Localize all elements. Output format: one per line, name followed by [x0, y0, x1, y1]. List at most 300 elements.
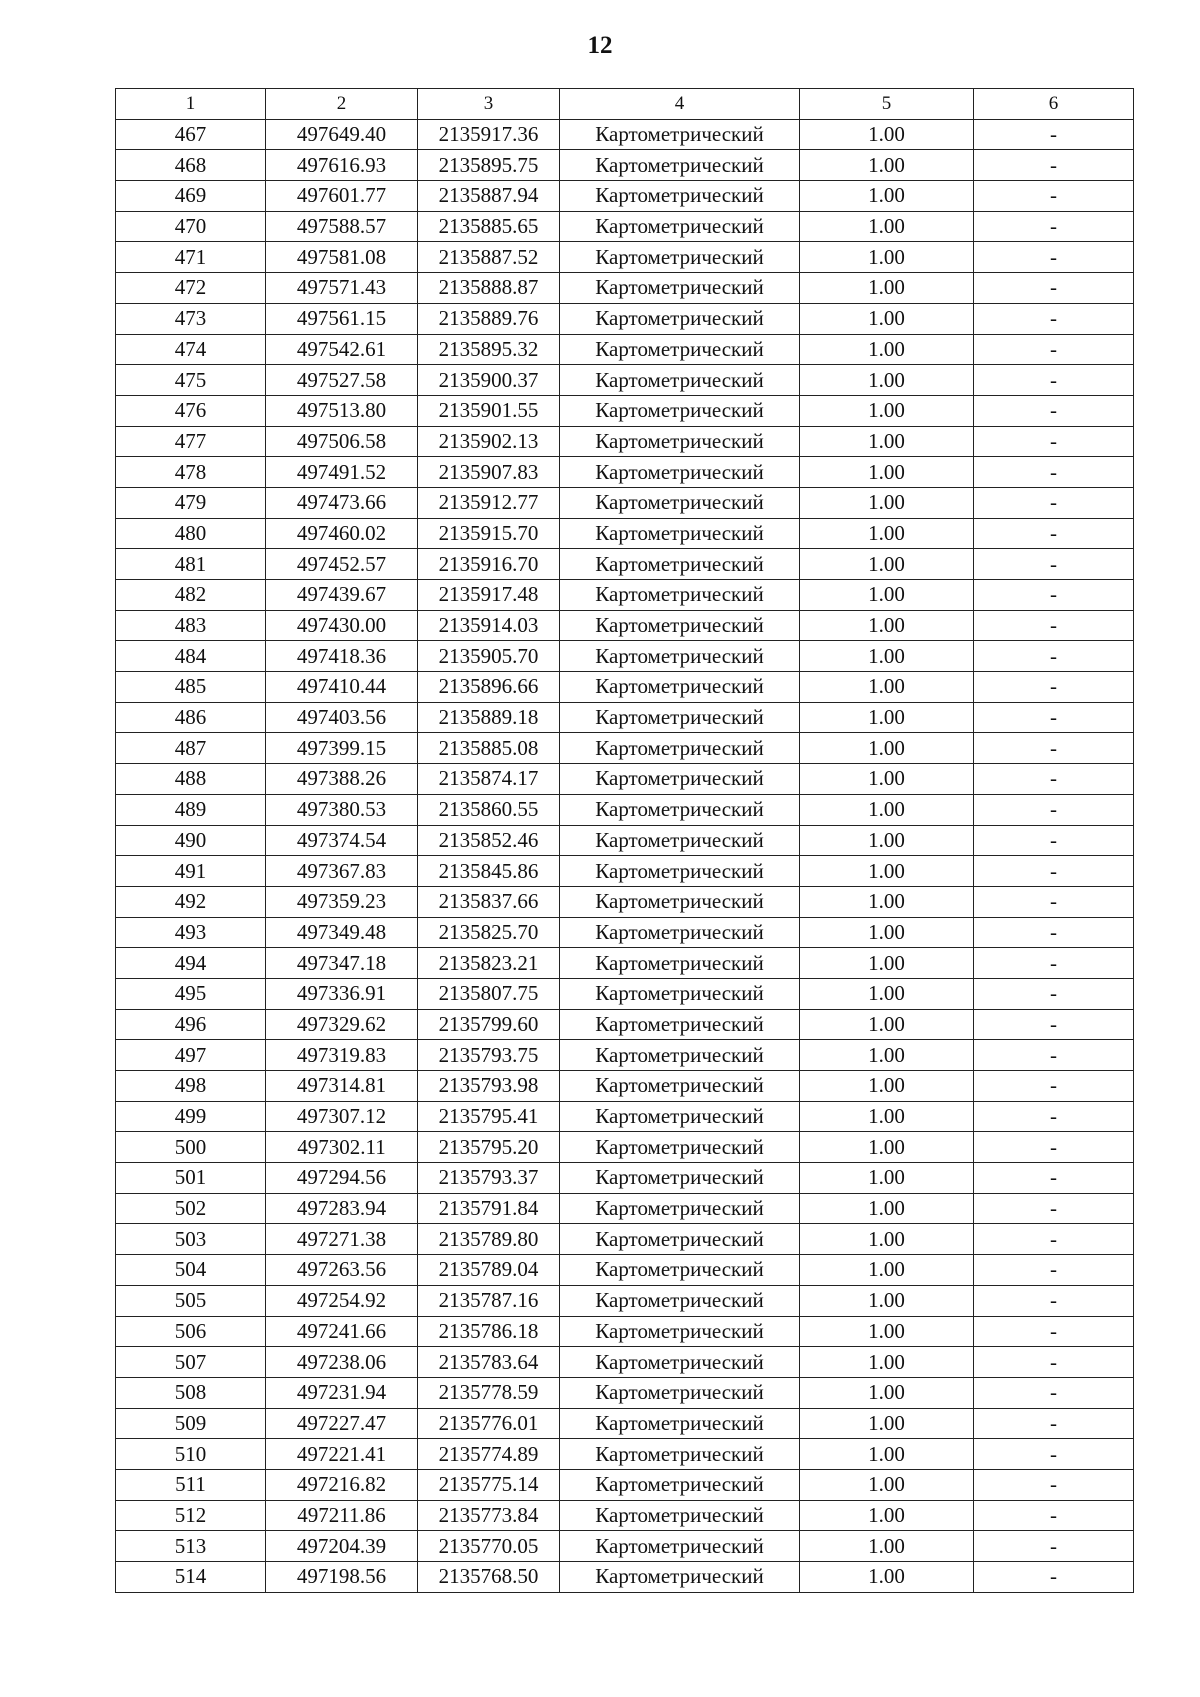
- x-coordinate-cell: 497347.18: [266, 948, 418, 979]
- table-row: [116, 273, 1134, 304]
- note-cell: -: [974, 395, 1134, 426]
- method-cell: Картометрический: [560, 150, 800, 181]
- x-coordinate-cell: 497542.61: [266, 334, 418, 365]
- method-cell: Картометрический: [560, 1316, 800, 1347]
- x-coordinate-cell: 497460.02: [266, 518, 418, 549]
- table-row: [116, 549, 1134, 580]
- method-cell: Картометрический: [560, 702, 800, 733]
- point-number-cell: 491: [116, 856, 266, 887]
- point-number-cell: 493: [116, 917, 266, 948]
- table-row: [116, 150, 1134, 181]
- note-cell: -: [974, 825, 1134, 856]
- y-coordinate-cell: 2135807.75: [418, 978, 560, 1009]
- accuracy-cell: 1.00: [800, 1009, 974, 1040]
- x-coordinate-cell: 497473.66: [266, 487, 418, 518]
- accuracy-cell: 1.00: [800, 1255, 974, 1286]
- x-coordinate-cell: 497418.36: [266, 641, 418, 672]
- accuracy-cell: 1.00: [800, 641, 974, 672]
- x-coordinate-cell: 497359.23: [266, 886, 418, 917]
- point-number-cell: 500: [116, 1132, 266, 1163]
- accuracy-cell: 1.00: [800, 1101, 974, 1132]
- accuracy-cell: 1.00: [800, 273, 974, 304]
- x-coordinate-cell: 497513.80: [266, 395, 418, 426]
- x-coordinate-cell: 497561.15: [266, 303, 418, 334]
- x-coordinate-cell: 497263.56: [266, 1255, 418, 1286]
- note-cell: -: [974, 978, 1134, 1009]
- x-coordinate-cell: 497227.47: [266, 1408, 418, 1439]
- note-cell: -: [974, 303, 1134, 334]
- accuracy-cell: 1.00: [800, 856, 974, 887]
- y-coordinate-cell: 2135916.70: [418, 549, 560, 580]
- accuracy-cell: 1.00: [800, 211, 974, 242]
- table-row: [116, 1500, 1134, 1531]
- page-number: 12: [587, 32, 613, 59]
- y-coordinate-cell: 2135852.46: [418, 825, 560, 856]
- method-cell: Картометрический: [560, 672, 800, 703]
- y-coordinate-cell: 2135791.84: [418, 1193, 560, 1224]
- point-number-cell: 499: [116, 1101, 266, 1132]
- point-number-cell: 494: [116, 948, 266, 979]
- y-coordinate-cell: 2135912.77: [418, 487, 560, 518]
- table-row: [116, 917, 1134, 948]
- table-row: [116, 1071, 1134, 1102]
- table-row: [116, 1469, 1134, 1500]
- x-coordinate-cell: 497314.81: [266, 1071, 418, 1102]
- y-coordinate-cell: 2135887.52: [418, 242, 560, 273]
- table-row: [116, 794, 1134, 825]
- point-number-cell: 490: [116, 825, 266, 856]
- table-row: [116, 1562, 1134, 1593]
- x-coordinate-cell: 497388.26: [266, 764, 418, 795]
- note-cell: -: [974, 365, 1134, 396]
- note-cell: -: [974, 1439, 1134, 1470]
- method-cell: Картометрический: [560, 1469, 800, 1500]
- method-cell: Картометрический: [560, 1163, 800, 1194]
- point-number-cell: 505: [116, 1285, 266, 1316]
- accuracy-cell: 1.00: [800, 1285, 974, 1316]
- point-number-cell: 469: [116, 181, 266, 212]
- column-header: 1: [116, 89, 266, 120]
- method-cell: Картометрический: [560, 1255, 800, 1286]
- table-row: [116, 518, 1134, 549]
- x-coordinate-cell: 497601.77: [266, 181, 418, 212]
- x-coordinate-cell: 497211.86: [266, 1500, 418, 1531]
- note-cell: -: [974, 672, 1134, 703]
- table-row: [116, 457, 1134, 488]
- y-coordinate-cell: 2135825.70: [418, 917, 560, 948]
- column-header: 5: [800, 89, 974, 120]
- point-number-cell: 497: [116, 1040, 266, 1071]
- y-coordinate-cell: 2135895.75: [418, 150, 560, 181]
- accuracy-cell: 1.00: [800, 1500, 974, 1531]
- point-number-cell: 507: [116, 1347, 266, 1378]
- note-cell: -: [974, 702, 1134, 733]
- x-coordinate-cell: 497588.57: [266, 211, 418, 242]
- accuracy-cell: 1.00: [800, 580, 974, 611]
- table-row: [116, 1255, 1134, 1286]
- method-cell: Картометрический: [560, 978, 800, 1009]
- method-cell: Картометрический: [560, 303, 800, 334]
- accuracy-cell: 1.00: [800, 1071, 974, 1102]
- y-coordinate-cell: 2135776.01: [418, 1408, 560, 1439]
- x-coordinate-cell: 497254.92: [266, 1285, 418, 1316]
- accuracy-cell: 1.00: [800, 334, 974, 365]
- table-row: [116, 764, 1134, 795]
- x-coordinate-cell: 497307.12: [266, 1101, 418, 1132]
- table-row: [116, 395, 1134, 426]
- accuracy-cell: 1.00: [800, 1132, 974, 1163]
- x-coordinate-cell: 497319.83: [266, 1040, 418, 1071]
- point-number-cell: 478: [116, 457, 266, 488]
- table-row: [116, 211, 1134, 242]
- table-row: [116, 426, 1134, 457]
- point-number-cell: 486: [116, 702, 266, 733]
- note-cell: -: [974, 641, 1134, 672]
- table-row: [116, 1347, 1134, 1378]
- x-coordinate-cell: 497439.67: [266, 580, 418, 611]
- table-row: [116, 1009, 1134, 1040]
- note-cell: -: [974, 1408, 1134, 1439]
- note-cell: -: [974, 211, 1134, 242]
- table-row: [116, 978, 1134, 1009]
- note-cell: -: [974, 457, 1134, 488]
- note-cell: -: [974, 856, 1134, 887]
- y-coordinate-cell: 2135793.75: [418, 1040, 560, 1071]
- coordinates-table: [115, 88, 1134, 1593]
- point-number-cell: 503: [116, 1224, 266, 1255]
- accuracy-cell: 1.00: [800, 181, 974, 212]
- method-cell: Картометрический: [560, 1347, 800, 1378]
- note-cell: -: [974, 1132, 1134, 1163]
- note-cell: -: [974, 1377, 1134, 1408]
- table-row: [116, 1531, 1134, 1562]
- method-cell: Картометрический: [560, 733, 800, 764]
- point-number-cell: 508: [116, 1377, 266, 1408]
- accuracy-cell: 1.00: [800, 1408, 974, 1439]
- y-coordinate-cell: 2135775.14: [418, 1469, 560, 1500]
- point-number-cell: 504: [116, 1255, 266, 1286]
- table-row: [116, 334, 1134, 365]
- method-cell: Картометрический: [560, 1071, 800, 1102]
- method-cell: Картометрический: [560, 211, 800, 242]
- x-coordinate-cell: 497380.53: [266, 794, 418, 825]
- note-cell: -: [974, 1040, 1134, 1071]
- point-number-cell: 514: [116, 1562, 266, 1593]
- table-row: [116, 1439, 1134, 1470]
- note-cell: -: [974, 1163, 1134, 1194]
- y-coordinate-cell: 2135789.80: [418, 1224, 560, 1255]
- accuracy-cell: 1.00: [800, 119, 974, 150]
- accuracy-cell: 1.00: [800, 1562, 974, 1593]
- accuracy-cell: 1.00: [800, 1163, 974, 1194]
- x-coordinate-cell: 497430.00: [266, 610, 418, 641]
- method-cell: Картометрический: [560, 457, 800, 488]
- accuracy-cell: 1.00: [800, 487, 974, 518]
- y-coordinate-cell: 2135907.83: [418, 457, 560, 488]
- note-cell: -: [974, 1531, 1134, 1562]
- table-body: [116, 119, 1134, 1592]
- point-number-cell: 476: [116, 395, 266, 426]
- table-row: [116, 242, 1134, 273]
- method-cell: Картометрический: [560, 181, 800, 212]
- point-number-cell: 485: [116, 672, 266, 703]
- y-coordinate-cell: 2135778.59: [418, 1377, 560, 1408]
- y-coordinate-cell: 2135793.37: [418, 1163, 560, 1194]
- accuracy-cell: 1.00: [800, 549, 974, 580]
- point-number-cell: 481: [116, 549, 266, 580]
- accuracy-cell: 1.00: [800, 733, 974, 764]
- accuracy-cell: 1.00: [800, 702, 974, 733]
- point-number-cell: 468: [116, 150, 266, 181]
- method-cell: Картометрический: [560, 487, 800, 518]
- x-coordinate-cell: 497204.39: [266, 1531, 418, 1562]
- x-coordinate-cell: 497216.82: [266, 1469, 418, 1500]
- y-coordinate-cell: 2135783.64: [418, 1347, 560, 1378]
- accuracy-cell: 1.00: [800, 1531, 974, 1562]
- note-cell: -: [974, 580, 1134, 611]
- table-row: [116, 1224, 1134, 1255]
- note-cell: -: [974, 487, 1134, 518]
- table-row: [116, 1040, 1134, 1071]
- x-coordinate-cell: 497403.56: [266, 702, 418, 733]
- y-coordinate-cell: 2135902.13: [418, 426, 560, 457]
- method-cell: Картометрический: [560, 1040, 800, 1071]
- accuracy-cell: 1.00: [800, 426, 974, 457]
- method-cell: Картометрический: [560, 1193, 800, 1224]
- x-coordinate-cell: 497238.06: [266, 1347, 418, 1378]
- y-coordinate-cell: 2135914.03: [418, 610, 560, 641]
- method-cell: Картометрический: [560, 273, 800, 304]
- method-cell: Картометрический: [560, 395, 800, 426]
- accuracy-cell: 1.00: [800, 764, 974, 795]
- note-cell: -: [974, 1316, 1134, 1347]
- x-coordinate-cell: 497616.93: [266, 150, 418, 181]
- point-number-cell: 473: [116, 303, 266, 334]
- point-number-cell: 506: [116, 1316, 266, 1347]
- table-row: [116, 1193, 1134, 1224]
- y-coordinate-cell: 2135793.98: [418, 1071, 560, 1102]
- table-row: [116, 303, 1134, 334]
- table-row: [116, 672, 1134, 703]
- note-cell: -: [974, 1071, 1134, 1102]
- y-coordinate-cell: 2135823.21: [418, 948, 560, 979]
- point-number-cell: 495: [116, 978, 266, 1009]
- note-cell: -: [974, 273, 1134, 304]
- method-cell: Картометрический: [560, 580, 800, 611]
- note-cell: -: [974, 1562, 1134, 1593]
- y-coordinate-cell: 2135773.84: [418, 1500, 560, 1531]
- accuracy-cell: 1.00: [800, 303, 974, 334]
- accuracy-cell: 1.00: [800, 825, 974, 856]
- point-number-cell: 489: [116, 794, 266, 825]
- y-coordinate-cell: 2135786.18: [418, 1316, 560, 1347]
- point-number-cell: 470: [116, 211, 266, 242]
- y-coordinate-cell: 2135768.50: [418, 1562, 560, 1593]
- x-coordinate-cell: 497198.56: [266, 1562, 418, 1593]
- y-coordinate-cell: 2135915.70: [418, 518, 560, 549]
- method-cell: Картометрический: [560, 1285, 800, 1316]
- note-cell: -: [974, 518, 1134, 549]
- x-coordinate-cell: 497649.40: [266, 119, 418, 150]
- y-coordinate-cell: 2135787.16: [418, 1285, 560, 1316]
- method-cell: Картометрический: [560, 764, 800, 795]
- accuracy-cell: 1.00: [800, 1377, 974, 1408]
- table-row: [116, 886, 1134, 917]
- table-row: [116, 181, 1134, 212]
- x-coordinate-cell: 497329.62: [266, 1009, 418, 1040]
- point-number-cell: 488: [116, 764, 266, 795]
- table-row: [116, 1408, 1134, 1439]
- y-coordinate-cell: 2135901.55: [418, 395, 560, 426]
- point-number-cell: 480: [116, 518, 266, 549]
- point-number-cell: 509: [116, 1408, 266, 1439]
- note-cell: -: [974, 917, 1134, 948]
- note-cell: -: [974, 886, 1134, 917]
- y-coordinate-cell: 2135887.94: [418, 181, 560, 212]
- y-coordinate-cell: 2135837.66: [418, 886, 560, 917]
- x-coordinate-cell: 497294.56: [266, 1163, 418, 1194]
- accuracy-cell: 1.00: [800, 242, 974, 273]
- table-row: [116, 825, 1134, 856]
- point-number-cell: 477: [116, 426, 266, 457]
- note-cell: -: [974, 150, 1134, 181]
- note-cell: -: [974, 794, 1134, 825]
- table-row: [116, 1316, 1134, 1347]
- table-row: [116, 1132, 1134, 1163]
- method-cell: Картометрический: [560, 856, 800, 887]
- table-row: [116, 733, 1134, 764]
- method-cell: Картометрический: [560, 1408, 800, 1439]
- method-cell: Картометрический: [560, 1562, 800, 1593]
- method-cell: Картометрический: [560, 1101, 800, 1132]
- y-coordinate-cell: 2135900.37: [418, 365, 560, 396]
- y-coordinate-cell: 2135774.89: [418, 1439, 560, 1470]
- x-coordinate-cell: 497571.43: [266, 273, 418, 304]
- point-number-cell: 475: [116, 365, 266, 396]
- method-cell: Картометрический: [560, 641, 800, 672]
- point-number-cell: 474: [116, 334, 266, 365]
- x-coordinate-cell: 497410.44: [266, 672, 418, 703]
- table-row: [116, 856, 1134, 887]
- y-coordinate-cell: 2135917.48: [418, 580, 560, 611]
- method-cell: Картометрический: [560, 1132, 800, 1163]
- table-row: [116, 365, 1134, 396]
- y-coordinate-cell: 2135789.04: [418, 1255, 560, 1286]
- y-coordinate-cell: 2135885.65: [418, 211, 560, 242]
- method-cell: Картометрический: [560, 334, 800, 365]
- point-number-cell: 479: [116, 487, 266, 518]
- note-cell: -: [974, 1255, 1134, 1286]
- table-row: [116, 948, 1134, 979]
- note-cell: -: [974, 334, 1134, 365]
- accuracy-cell: 1.00: [800, 1224, 974, 1255]
- accuracy-cell: 1.00: [800, 886, 974, 917]
- point-number-cell: 467: [116, 119, 266, 150]
- accuracy-cell: 1.00: [800, 917, 974, 948]
- table-row: [116, 580, 1134, 611]
- method-cell: Картометрический: [560, 1500, 800, 1531]
- y-coordinate-cell: 2135888.87: [418, 273, 560, 304]
- note-cell: -: [974, 1347, 1134, 1378]
- accuracy-cell: 1.00: [800, 672, 974, 703]
- method-cell: Картометрический: [560, 426, 800, 457]
- x-coordinate-cell: 497271.38: [266, 1224, 418, 1255]
- accuracy-cell: 1.00: [800, 948, 974, 979]
- accuracy-cell: 1.00: [800, 150, 974, 181]
- x-coordinate-cell: 497349.48: [266, 917, 418, 948]
- y-coordinate-cell: 2135885.08: [418, 733, 560, 764]
- table-row: [116, 119, 1134, 150]
- note-cell: -: [974, 948, 1134, 979]
- method-cell: Картометрический: [560, 365, 800, 396]
- x-coordinate-cell: 497491.52: [266, 457, 418, 488]
- point-number-cell: 501: [116, 1163, 266, 1194]
- y-coordinate-cell: 2135889.76: [418, 303, 560, 334]
- note-cell: -: [974, 733, 1134, 764]
- accuracy-cell: 1.00: [800, 457, 974, 488]
- accuracy-cell: 1.00: [800, 978, 974, 1009]
- table-row: [116, 1163, 1134, 1194]
- point-number-cell: 487: [116, 733, 266, 764]
- method-cell: Картометрический: [560, 1009, 800, 1040]
- method-cell: Картометрический: [560, 886, 800, 917]
- note-cell: -: [974, 764, 1134, 795]
- note-cell: -: [974, 242, 1134, 273]
- method-cell: Картометрический: [560, 549, 800, 580]
- x-coordinate-cell: 497302.11: [266, 1132, 418, 1163]
- y-coordinate-cell: 2135874.17: [418, 764, 560, 795]
- note-cell: -: [974, 181, 1134, 212]
- accuracy-cell: 1.00: [800, 1439, 974, 1470]
- point-number-cell: 483: [116, 610, 266, 641]
- table-row: [116, 702, 1134, 733]
- method-cell: Картометрический: [560, 917, 800, 948]
- table-row: [116, 1285, 1134, 1316]
- accuracy-cell: 1.00: [800, 518, 974, 549]
- x-coordinate-cell: 497231.94: [266, 1377, 418, 1408]
- x-coordinate-cell: 497367.83: [266, 856, 418, 887]
- y-coordinate-cell: 2135799.60: [418, 1009, 560, 1040]
- x-coordinate-cell: 497581.08: [266, 242, 418, 273]
- method-cell: Картометрический: [560, 1531, 800, 1562]
- method-cell: Картометрический: [560, 119, 800, 150]
- x-coordinate-cell: 497336.91: [266, 978, 418, 1009]
- table-header-row: [116, 89, 1134, 120]
- accuracy-cell: 1.00: [800, 610, 974, 641]
- table-row: [116, 641, 1134, 672]
- x-coordinate-cell: 497221.41: [266, 1439, 418, 1470]
- accuracy-cell: 1.00: [800, 1469, 974, 1500]
- x-coordinate-cell: 497374.54: [266, 825, 418, 856]
- x-coordinate-cell: 497399.15: [266, 733, 418, 764]
- table-row: [116, 1377, 1134, 1408]
- method-cell: Картометрический: [560, 794, 800, 825]
- method-cell: Картометрический: [560, 1377, 800, 1408]
- y-coordinate-cell: 2135795.20: [418, 1132, 560, 1163]
- table-row: [116, 487, 1134, 518]
- y-coordinate-cell: 2135845.86: [418, 856, 560, 887]
- accuracy-cell: 1.00: [800, 1316, 974, 1347]
- method-cell: Картометрический: [560, 1224, 800, 1255]
- method-cell: Картометрический: [560, 1439, 800, 1470]
- method-cell: Картометрический: [560, 948, 800, 979]
- note-cell: -: [974, 1224, 1134, 1255]
- x-coordinate-cell: 497527.58: [266, 365, 418, 396]
- column-header: 3: [418, 89, 560, 120]
- x-coordinate-cell: 497506.58: [266, 426, 418, 457]
- point-number-cell: 471: [116, 242, 266, 273]
- method-cell: Картометрический: [560, 825, 800, 856]
